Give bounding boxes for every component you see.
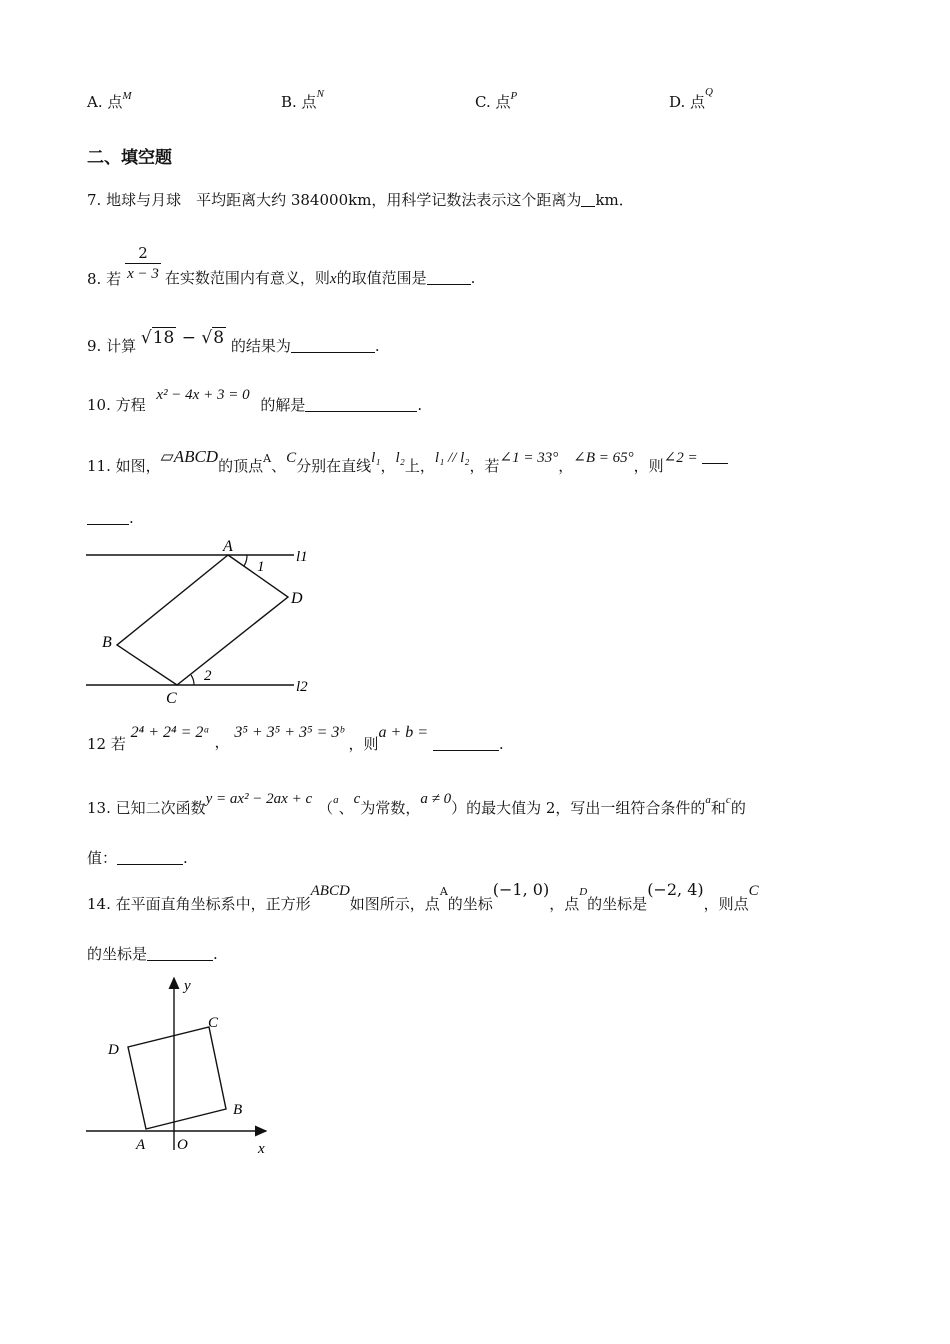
- q14-point-a: A: [439, 885, 448, 898]
- q14-end: .: [213, 945, 218, 963]
- q13-function: y = ax² − 2ax + c: [205, 791, 313, 807]
- q11-answer-blank-2[interactable]: [87, 510, 129, 525]
- q11-t5: ，则: [633, 457, 664, 475]
- q11-angle-1: ∠1 = 33°: [499, 450, 559, 466]
- q10-equation: x² − 4x + 3 = 0: [156, 387, 250, 403]
- q14-t2: 的坐标: [447, 895, 493, 913]
- q11-line-l2: l₂: [395, 450, 405, 466]
- q8-mid: 在实数范围内有意义，则: [164, 269, 330, 287]
- q14-t3: ，点: [549, 895, 580, 913]
- q12-equation-2: 3⁵ + 3⁵ + 3⁵ = 3ᵇ: [234, 724, 344, 741]
- fig14-label-d: D: [108, 1042, 119, 1058]
- question-14: [87, 880, 759, 913]
- q13-var-a: a: [333, 794, 339, 806]
- q11-vertex-c: C: [286, 450, 297, 466]
- square-abcd: [128, 1027, 226, 1129]
- q7-answer-blank[interactable]: [581, 192, 595, 207]
- option-d-var: Q: [705, 86, 713, 98]
- q14-coord-a: (−1, 0): [492, 880, 550, 899]
- q8-fraction: [125, 243, 161, 284]
- question-13: [87, 788, 746, 817]
- q12-prefix: 12 若: [87, 735, 126, 753]
- q12-answer-blank[interactable]: [433, 736, 499, 751]
- q12-expression: a + b =: [378, 724, 429, 741]
- q11-angle-2: ∠2 =: [663, 450, 698, 466]
- q13-condition: a ≠ 0: [420, 791, 452, 807]
- q13-var-c: c: [353, 791, 361, 807]
- q10-prefix: 10. 方程: [87, 396, 146, 414]
- q11-prefix: 11. 如图，: [87, 457, 161, 475]
- q13-answer-blank[interactable]: [117, 850, 183, 865]
- option-b-label: B. 点: [281, 93, 317, 111]
- q7-text: 7. 地球与月球 平均距离大约 384000km，用科学记数法表示这个距离为: [87, 191, 582, 209]
- q9-radicand-2: 8: [213, 328, 225, 348]
- q13-line2: [87, 848, 188, 868]
- q11-t1: 的顶点: [218, 457, 264, 475]
- q14-point-c: C: [748, 883, 759, 899]
- q11-vertex-a: A: [263, 452, 272, 465]
- option-a: [87, 92, 132, 114]
- q13-var-a-2: a: [705, 794, 711, 806]
- q14-line2-text: 的坐标是: [87, 945, 148, 963]
- q11-line2: [87, 508, 134, 528]
- q14-coord-d: (−2, 4): [647, 880, 704, 899]
- q13-t3: ）的最大值为 2，写出一组符合条件的: [451, 799, 706, 817]
- q11-line-l1: l₁: [371, 450, 381, 466]
- q8-tail: 的取值范围是: [336, 269, 427, 287]
- q13-end: .: [183, 849, 188, 867]
- q11-t3: 上，: [404, 457, 435, 475]
- q14-point-d: D: [579, 886, 588, 898]
- section-title: 二、填空题: [87, 148, 172, 168]
- question-9: [87, 328, 380, 355]
- fig11-label-a: A: [223, 538, 233, 555]
- q13-t2: 为常数，: [360, 799, 421, 817]
- q10-tail: 的解是: [260, 396, 306, 414]
- q14-prefix: 14. 在平面直角坐标系中，正方形: [87, 895, 311, 913]
- question-12: 12 若 2⁴ + 2⁴ = 2ᵃ ， 3⁵ + 3⁵ + 3⁵ = 3ᵇ ，则a + b = .: [87, 724, 504, 753]
- q9-radicand-1: 18: [152, 328, 175, 348]
- angle-1-arc: [244, 555, 247, 566]
- q13-sep: 、: [338, 799, 354, 817]
- q11-angle-b: ∠B = 65°: [573, 450, 634, 466]
- q13-prefix: 13. 已知二次函数: [87, 799, 206, 817]
- fig11-label-b: B: [102, 634, 112, 651]
- q12-end: .: [498, 735, 504, 753]
- q8-denominator: x − 3: [127, 266, 159, 282]
- q14-answer-blank[interactable]: [147, 946, 213, 961]
- option-a-var: M: [122, 90, 132, 102]
- fig11-label-c: C: [166, 690, 177, 707]
- q9-tail: 的结果为: [230, 337, 291, 355]
- q11-t2: 分别在直线: [296, 457, 372, 475]
- q13-line2-text: 值：: [87, 849, 118, 867]
- q8-numerator: 2: [125, 243, 161, 264]
- q8-end: .: [470, 269, 476, 287]
- angle-2-arc: [191, 675, 194, 685]
- q14-figure: [80, 970, 280, 1160]
- q11-sep: 、: [271, 457, 287, 475]
- option-c-var: P: [510, 90, 518, 102]
- q11-comma-2: ，: [558, 457, 574, 475]
- fig11-label-angle-1: 1: [257, 559, 265, 575]
- q9-prefix: 9. 计算: [87, 337, 137, 355]
- q14-square: ABCD: [310, 883, 350, 899]
- q14-line2: [87, 944, 218, 964]
- fig14-label-a: A: [136, 1137, 146, 1153]
- q8-prefix: 8. 若: [87, 269, 122, 288]
- q11-t4: ，若: [469, 457, 500, 475]
- q14-t1: 如图所示，点: [349, 895, 440, 913]
- option-b-var: N: [316, 88, 324, 100]
- option-d-label: D. 点: [669, 93, 706, 111]
- q11-comma: ，: [380, 457, 396, 475]
- q14-t4: 的坐标是: [587, 895, 648, 913]
- question-10: [87, 384, 423, 414]
- q13-t5: 的: [730, 799, 746, 817]
- q14-t5: ，则点: [703, 895, 749, 913]
- fig11-label-d: D: [291, 590, 303, 607]
- option-a-label: A. 点: [87, 93, 123, 111]
- q11-parallelogram: ▱ABCD: [160, 447, 219, 466]
- q8-answer-blank[interactable]: [427, 270, 471, 285]
- option-c-label: C. 点: [475, 93, 511, 111]
- q9-answer-blank[interactable]: [291, 338, 375, 353]
- q10-end: .: [417, 396, 423, 414]
- fig14-label-b: B: [233, 1102, 243, 1118]
- fig14-label-c: C: [208, 1015, 219, 1031]
- q9-expression: √18 − √8: [140, 328, 225, 348]
- question-8: [87, 238, 475, 289]
- q12-equation-1: 2⁴ + 2⁴ = 2ᵃ: [130, 724, 210, 741]
- fig14-label-x: x: [258, 1141, 265, 1157]
- question-7: [87, 190, 634, 210]
- q11-answer-blank-1[interactable]: [702, 449, 728, 464]
- q11-parallel: l₁ // l₂: [434, 450, 470, 466]
- q13-t4: 和: [710, 799, 726, 817]
- fig14-label-y: y: [184, 978, 191, 994]
- option-b: [281, 88, 324, 114]
- q10-answer-blank[interactable]: [305, 397, 417, 412]
- fig14-label-origin: O: [177, 1137, 188, 1153]
- q8-var: x: [329, 271, 337, 287]
- fig11-label-l2: l2: [296, 679, 308, 695]
- question-11: [87, 447, 728, 475]
- q11-end: .: [129, 509, 134, 527]
- option-d: [669, 86, 713, 114]
- q13-t1: （: [318, 799, 334, 817]
- q13-var-c-2: c: [725, 794, 731, 806]
- q7-tail: km．: [595, 191, 634, 209]
- fig11-label-angle-2: 2: [204, 668, 212, 684]
- fig11-label-l1: l1: [296, 549, 308, 565]
- q11-figure: [80, 535, 320, 710]
- q9-end: .: [374, 337, 380, 355]
- option-c: [475, 92, 517, 114]
- q12-t1: ，则: [348, 735, 379, 753]
